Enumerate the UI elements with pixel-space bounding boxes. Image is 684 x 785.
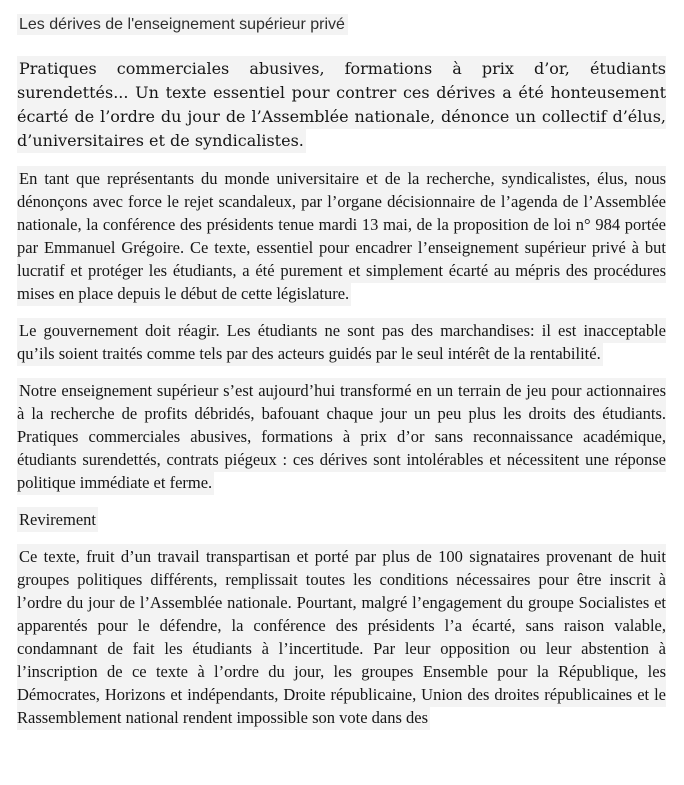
paragraph <box>17 319 666 365</box>
paragraph-text: Le gouvernement doit réagir. Les étudiants ne sont pas des marchandises: il est inacceptable qu’ils soient traités comme tels par des acteurs guidés par le seul intérêt de la rentabilité. <box>17 318 666 366</box>
paragraph <box>17 167 666 305</box>
section-subheading-text: Revirement <box>17 507 98 532</box>
article-standfirst-text: Pratiques commerciales abusives, formations à prix d’or, étudiants surendettés... Un texte essentiel pour contrer ces dérives a été honteusement écarté de l’ordre du jour de l’Assemblée nationale, dénonce un collectif d’élus, d’universitaires et de syndicalistes. <box>17 56 666 153</box>
paragraph-text: En tant que représentants du monde universitaire et de la recherche, syndicalistes, élus, nous dénonçons avec force le rejet scandaleux, par l’organe décisionnaire de l’agenda de l’Assemblée nationale, la conférence des présidents tenue mardi 13 mai, de la proposition de loi n° 984 portée par Emmanuel Grégoire. Ce texte, essentiel pour encadrer l’enseignement supérieur privé à but lucratif et protéger les étudiants, a été purement et simplement écarté au mépris des procédures mises en place depuis le début de cette législature. <box>17 166 666 306</box>
paragraph-text: Notre enseignement supérieur s’est aujourd’hui transformé en un terrain de jeu pour actionnaires à la recherche de profits débridés, bafouant chaque jour un peu plus les droits des étudiants. Pratiques commerciales abusives, formations à prix d’or sans reconnaissance académique, étudiants surendettés, contrats piégeux : ces dérives sont intolérables et nécessitent une réponse politique immédiate et ferme. <box>17 378 666 495</box>
section-subheading <box>17 508 666 531</box>
paragraph-text: Ce texte, fruit d’un travail transpartisan et porté par plus de 100 signataires provenant de huit groupes politiques différents, remplissait toutes les conditions nécessaires pour être inscrit à l’ordre du jour de l’Assemblée nationale. Pourtant, malgré l’engagement du groupe Socialistes et apparentés pour le défendre, la conférence des présidents l’a écarté, sans raison valable, condamnant de fait les étudiants à l’incertitude. Par leur opposition ou leur abstention à l’inscription de ce texte à l’ordre du jour, les groupes Ensemble pour la République, les Démocrates, Horizons et indépendants, Droite républicaine, Union des droites républicaines et le Rassemblement national rendent impossible son vote dans des <box>17 544 666 730</box>
paragraph <box>17 545 666 729</box>
paragraph <box>17 379 666 494</box>
article-title <box>17 15 666 34</box>
article-title-text: Les dérives de l'enseignement supérieur privé <box>17 14 348 35</box>
article-standfirst <box>17 57 666 153</box>
